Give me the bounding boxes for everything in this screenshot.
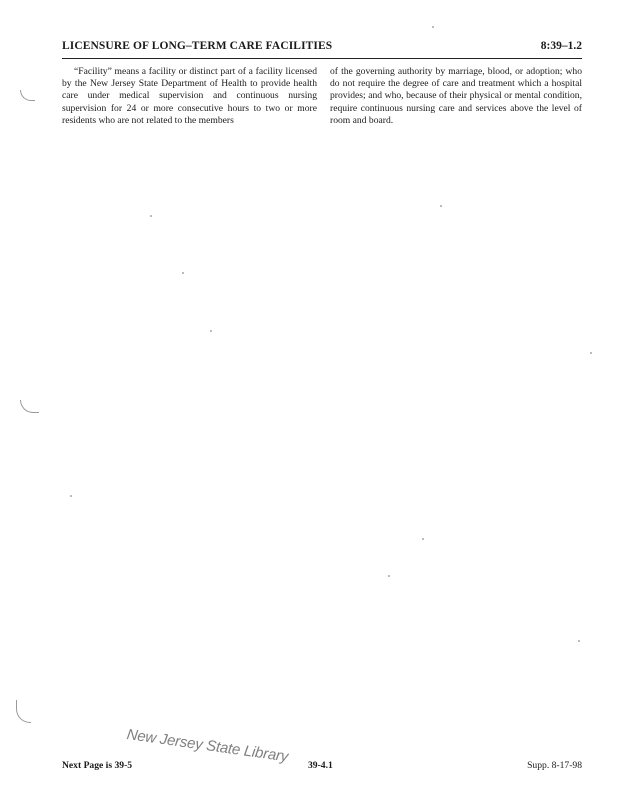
scan-binding-mark — [20, 90, 35, 101]
page-number: 39-4.1 — [308, 760, 333, 771]
scan-speck — [210, 330, 212, 332]
body-text-left-column: “Facility” means a facility or distinct part of a facility licensed by the New Jersey State Department of Health to provide health care under medical supervision and continuous nursing supervision for 24 or more consecutive hours to two or more residents who are not related to the members — [62, 66, 317, 126]
scan-speck — [70, 495, 72, 497]
scan-speck — [150, 215, 152, 217]
header-title: LICENSURE OF LONG–TERM CARE FACILITIES — [62, 40, 333, 52]
scan-speck — [182, 272, 184, 274]
running-header — [62, 40, 582, 59]
scan-speck — [440, 205, 442, 207]
scan-binding-mark — [16, 700, 31, 723]
scan-speck — [432, 26, 434, 28]
next-page-note: Next Page is 39-5 — [62, 760, 133, 771]
scan-speck — [388, 575, 390, 577]
header-section-number: 8:39–1.2 — [540, 40, 582, 52]
library-stamp: New Jersey State Library — [125, 726, 290, 766]
scan-speck — [578, 640, 580, 642]
supplement-date: Supp. 8-17-98 — [527, 760, 582, 771]
scan-speck — [590, 352, 592, 354]
scan-speck — [422, 538, 424, 540]
scan-binding-mark — [20, 400, 39, 413]
body-text-right-column: of the governing authority by marriage, blood, or adoption; who do not require the degree of care and treatment which a hospital provides; and who, because of their physical or mental condition, require continuous nursing care and services above the level of room and board. — [330, 66, 582, 126]
